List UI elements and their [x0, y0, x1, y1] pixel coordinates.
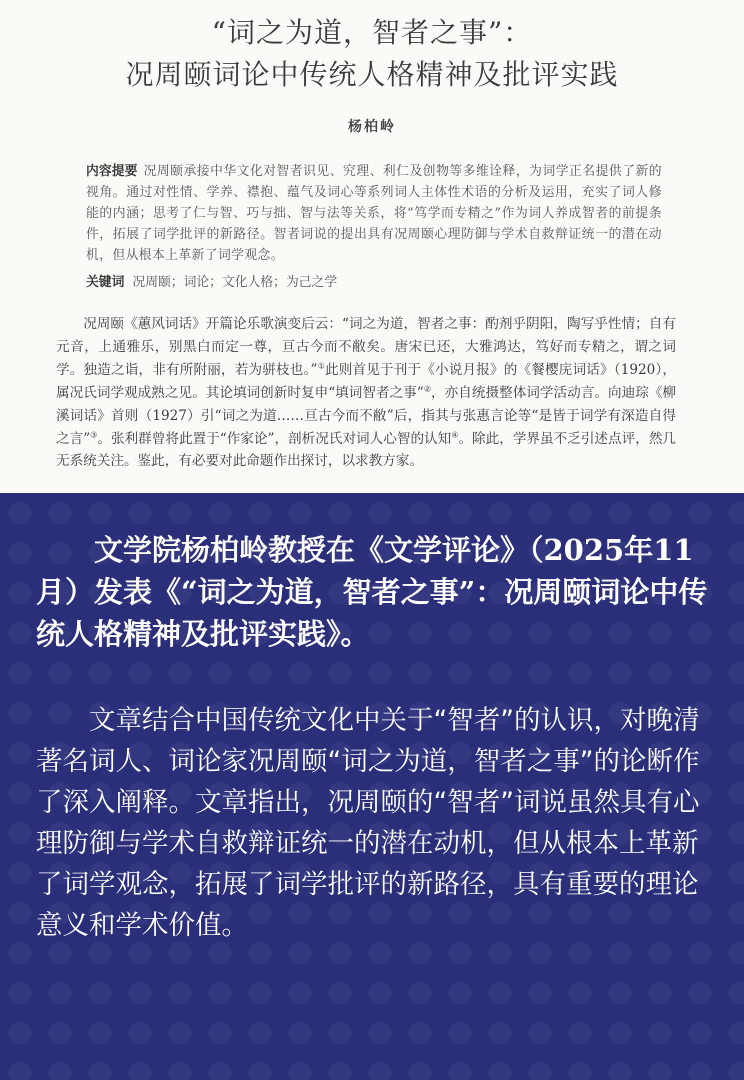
footnote-marker: ① [317, 361, 325, 371]
paper-title-line2: 况周颐词论中传统人格精神及批评实践 [125, 58, 619, 91]
paper-author: 杨柏岭 [348, 119, 396, 135]
paper-title-line1: “词之为道，智者之事”： [211, 16, 533, 49]
paper-abstract [86, 161, 662, 266]
abstract-text: 况周颐承接中华文化对智者识见、究理、利仁及创物等多维诠释，为词学正名提供了新的视角。通过对性情、学养、襟抱、蕴气及词心等系列词人主体性术语的分析及运用，充实了词人修能的内涵；思考了仁与智、巧与拙、智与法等关系，将“笃学而专精之”作为词人养成智者的前提条件，拓展了词学批评的新路径。智者词说的提出具有况周颐心理防御与学术自救辩证统一的潜在动机，但从根本上革新了词学观念。 [86, 164, 663, 263]
keywords-text: 况周颐；词论；文化人格；为己之学 [132, 275, 338, 290]
paper-excerpt-image [0, 0, 744, 493]
abstract-label: 内容提要 [86, 164, 138, 179]
body-segment: 况周颐《蕙风词话》开篇论乐歌演变后云：“词之为道，智者之事：酌剂乎阴阳，陶写乎性情；自有元音，上通雅乐，别黑白而定一尊，亘古今而不敝矣。唐宋已还，大雅鸿达，笃好而专精之，谓之词学。独造之诣，非有所附丽，若为骈枝也。” [56, 316, 676, 378]
body-segment: ，亦自统摄整体词学活动言。向迪琮《柳溪词话》首则（1927）引“词之为道……亘古今而不敝”后，指其与张惠言论等“是皆于词学有深造自得之言” [56, 384, 677, 447]
paper-keywords [86, 271, 662, 290]
footnote-marker: ④ [451, 430, 459, 439]
announcement-headline: 文学院杨柏岭教授在《文学评论》（2025年11月）发表《“词之为道，智者之事”：况周颐词论中传统人格精神及批评实践》。 [36, 533, 708, 651]
body-segment: 此则首见于刊于《小说月报》的《餐樱庑词话》（1920），属况氏词学观成熟之见。其论填词创新时复申“填词智者之事” [56, 361, 677, 401]
announcement-panel [0, 493, 744, 1080]
announcement-body: 文章结合中国传统文化中关于“智者”的认识，对晚清著名词人、词论家况周颐“词之为道，智者之事”的论断作了深入阐释。文章指出，况周颐的“智者”词说虽然具有心理防御与学术自救辩证统一的潜在动机，但从根本上革新了词学观念，拓展了词学批评的新路径，具有重要的理论意义和学术价值。 [36, 705, 700, 941]
keywords-label: 关键词 [86, 275, 125, 290]
paper-body-paragraph [56, 313, 676, 473]
body-segment: 。张利群曾将此置于“作家论”，剖析况氏对词人心智的认知 [97, 430, 452, 447]
footnote-marker: ② [423, 384, 432, 394]
body-segment: 。除此，学界虽不乏引述点评，然几无系统关注。鉴此，有必要对此命题作出探讨，以求教方家。 [56, 430, 677, 470]
footnote-marker: ③ [90, 430, 98, 439]
